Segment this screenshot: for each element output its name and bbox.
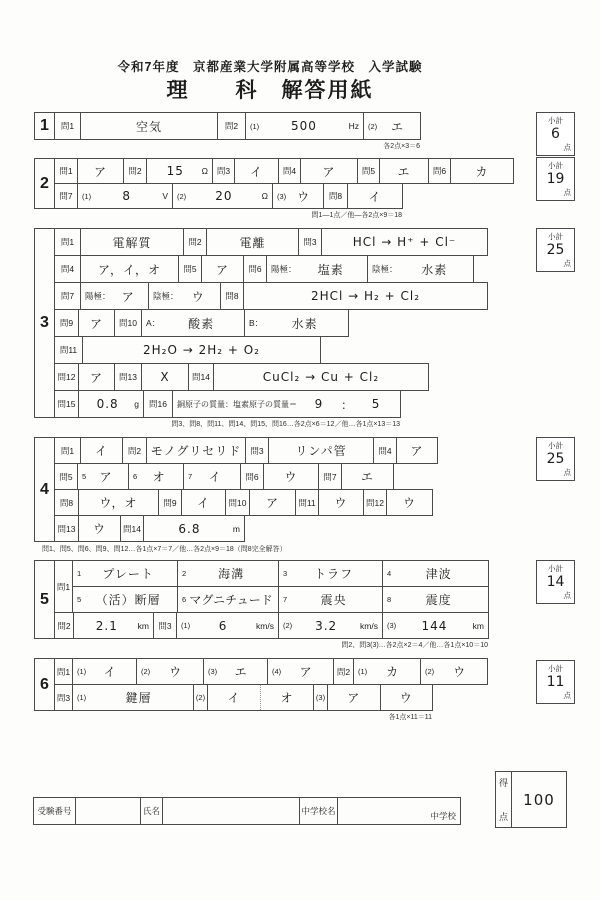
s3-q12-answer: ア [78, 363, 115, 391]
s5-q3-2-answer: 3.2 [315, 618, 338, 633]
s3-q6-anode-cell [266, 255, 368, 283]
s2-subtotal-label: 小計 [548, 161, 563, 170]
s3-subtotal-label: 小計 [548, 232, 563, 241]
s4-q10-label: 問10 [225, 489, 250, 516]
s5-subtotal-box [536, 560, 575, 604]
s4-q11-label: 問11 [295, 489, 319, 516]
s1-scoring-note: 各2点×3＝6 [383, 143, 420, 150]
examinee-number-label: 受験番号 [33, 797, 76, 825]
s3-q9-label: 問9 [54, 309, 79, 337]
s2-q7-1-cell [77, 183, 173, 209]
s5-q1-7-sublabel: 7 [283, 595, 288, 604]
school-suffix: 中学校 [430, 811, 456, 821]
s3-q7-anode-label: 陽極： [85, 291, 111, 301]
s5-q1-4-sublabel: 4 [387, 569, 392, 578]
s4-subtotal-value: 25 [546, 451, 565, 467]
sheet-title: 理 科 解答用紙 [166, 79, 374, 102]
s3-q13-label: 問13 [114, 363, 142, 391]
s1-q2-1-sublabel: (1) [250, 121, 260, 131]
s2-q4-answer: ア [300, 158, 358, 184]
s2-subtotal-point: 点 [563, 188, 571, 197]
s3-q15-label: 問15 [54, 390, 79, 418]
s4-q5-3-cell [183, 463, 241, 490]
s5-q1-8-sublabel: 8 [387, 595, 392, 604]
s4-q5-3-answer: イ [208, 470, 222, 484]
s6-q1-1-sublabel: (1) [77, 667, 87, 676]
s3-q11-label: 問11 [54, 336, 83, 364]
s6-q1-1-cell [72, 658, 137, 685]
s3-q16-label: 問16 [143, 390, 173, 418]
s4-q4-answer: ア [396, 437, 438, 464]
s2-q7-1-unit: V [162, 191, 168, 201]
s5-q1-6-answer: マグニチュード [189, 593, 273, 607]
s6-q1-2-sublabel: (2) [141, 667, 151, 676]
s3-q5-answer: ア [201, 255, 244, 283]
s2-q7-2-unit: Ω [261, 191, 268, 201]
s2-q8-label: 問8 [323, 183, 348, 209]
s4-q2-answer: モノグリセリド [146, 437, 246, 464]
s6-subtotal-box [536, 660, 575, 704]
total-score-value: 100 [523, 790, 555, 809]
s5-q3-3-cell [382, 612, 489, 639]
s5-q1-6-sublabel: 6 [182, 595, 187, 604]
s4-q14-unit: m [232, 523, 240, 534]
s3-q1-answer: 電解質 [80, 228, 184, 256]
s6-q3-3-answer-b: ウ [399, 691, 413, 705]
s4-q1-label: 問1 [54, 437, 81, 464]
s5-q3-2-unit: km/s [360, 620, 378, 631]
s4-q13-label: 問13 [54, 515, 79, 542]
s6-q1-2-cell [136, 658, 204, 685]
s6-q1-4-sublabel: (4) [272, 667, 282, 676]
s6-q3-3-answer-a: ア [347, 691, 361, 705]
s1-q1-label: 問1 [54, 112, 81, 140]
s6-q2-label: 問2 [333, 658, 354, 685]
s1-q1-answer: 空気 [80, 112, 218, 140]
s6-q2-2-answer: ウ [453, 665, 467, 679]
s2-q2-unit: Ω [201, 166, 208, 176]
s5-q2-cell [73, 612, 154, 639]
s3-q10-label: 問10 [114, 309, 142, 337]
s3-q7-cathode-cell [148, 282, 221, 310]
s4-q5-3-sublabel: 7 [188, 472, 193, 481]
s2-q3-label: 問3 [212, 158, 235, 184]
s6-q1-3-sublabel: (3) [208, 667, 218, 676]
s3-q7-anode-cell [80, 282, 149, 310]
s3-q10-b-cell [244, 309, 349, 337]
s3-q2-answer: 電離 [206, 228, 299, 256]
s3-q6-cathode-label: 陰極： [372, 264, 398, 274]
s5-q1-1-answer: プレート [102, 567, 154, 581]
s5-q3-label: 問3 [153, 612, 177, 639]
school-name-label: 中学校名 [299, 797, 338, 825]
s3-q8-label: 問8 [220, 282, 244, 310]
s2-q7-1-sublabel: (1) [82, 191, 92, 201]
s2-q2-cell [146, 158, 213, 184]
s5-q1-2-answer: 海溝 [218, 567, 245, 581]
s3-q16-colon: ： [341, 397, 355, 412]
s5-q3-1-cell [176, 612, 279, 639]
s4-q12-label: 問12 [363, 489, 387, 516]
s4-q10-answer: ア [249, 489, 296, 516]
s4-q11-answer: ウ [318, 489, 364, 516]
s6-q2-2-sublabel: (2) [425, 667, 435, 676]
s3-q3-label: 問3 [298, 228, 322, 256]
name-label: 氏名 [140, 797, 163, 825]
s6-q3-3-sublabel: (3) [313, 684, 328, 711]
s5-q3-2-sublabel: (2) [283, 621, 293, 630]
s2-q7-3-cell [272, 183, 324, 209]
s4-q2-label: 問2 [122, 437, 147, 464]
s2-q7-2-answer: 20 [215, 189, 233, 203]
s3-q13-answer: X [141, 363, 189, 391]
s3-subtotal-value: 25 [546, 242, 565, 258]
s2-q2-answer: 15 [166, 164, 184, 178]
s3-q3-answer: HCl → H⁺ + Cl⁻ [321, 228, 488, 256]
s1-q2-1-answer: 500 [290, 119, 317, 133]
s4-q13-answer: ウ [78, 515, 121, 542]
s3-q16-answer-a: 9 [314, 397, 324, 411]
s6-q2-1-sublabel: (1) [358, 667, 368, 676]
section2-number: 2 [34, 158, 55, 209]
s3-q10-a-cell [141, 309, 245, 337]
s4-q6-answer: ウ [263, 463, 319, 490]
s4-q5-label: 問5 [54, 463, 78, 490]
s3-q1-label: 問1 [54, 228, 81, 256]
s5-q2-unit: km [137, 620, 149, 631]
s3-q8-answer: 2HCl → H₂ + Cl₂ [243, 282, 488, 310]
s3-q15-unit: g [134, 399, 139, 409]
s2-q7-3-answer: ウ [297, 189, 311, 204]
s3-q7-cathode-label: 陰極： [153, 291, 179, 301]
s6-q3-2-cell [207, 684, 314, 711]
s2-q7-3-sublabel: (3) [277, 191, 287, 201]
s5-scoring-note: 問2、問3(3)…各2点×2＝4／他…各1点×10＝10 [341, 642, 488, 649]
s3-q5-label: 問5 [178, 255, 202, 283]
s4-q3-label: 問3 [245, 437, 269, 464]
s5-q1-1-sublabel: 1 [77, 569, 82, 578]
s3-subtotal-box [536, 228, 575, 272]
s3-q16-text: 銅原子の質量：塩素原子の質量＝ [177, 399, 297, 409]
s4-q5-2-cell [128, 463, 184, 490]
s4-q5-1-sublabel: 5 [82, 472, 87, 481]
s5-subtotal-label: 小計 [548, 564, 563, 573]
s5-q2-label: 問2 [54, 612, 74, 639]
s3-q12-label: 問12 [54, 363, 79, 391]
school-name-field [337, 797, 461, 825]
s5-q1-8-answer: 震度 [425, 593, 452, 607]
s6-q1-3-cell [203, 658, 268, 685]
s1-q2-2-answer: エ [391, 119, 405, 134]
s5-q3-1-answer: 6 [218, 618, 228, 633]
s5-q1-1-cell [72, 560, 178, 587]
s5-q3-1-unit: km/s [256, 620, 274, 631]
s3-q4-answer: ア，イ，オ [80, 255, 179, 283]
s2-q7-1-answer: 8 [122, 189, 132, 203]
exam-title: 令和7年度 京都産業大学附属高等学校 入学試験 [117, 60, 423, 74]
s5-q1-7-answer: 震央 [320, 593, 347, 607]
s4-q7-answer: エ [341, 463, 394, 490]
s3-q2-label: 問2 [183, 228, 207, 256]
s2-q6-label: 問6 [428, 158, 451, 184]
s5-q1-4-cell [382, 560, 489, 587]
s6-q3-1-answer: 鍵層 [125, 691, 152, 705]
score-label-top: 得 [498, 778, 508, 788]
s3-q16-cell [172, 390, 401, 418]
section5-number: 5 [34, 560, 55, 639]
s3-q15-cell [78, 390, 144, 418]
s6-q2-1-answer: カ [386, 665, 400, 679]
s2-q7-2-sublabel: (2) [177, 191, 187, 201]
s2-subtotal-value: 19 [546, 171, 565, 187]
s3-q11-answer: 2H₂O → 2H₂ + O₂ [82, 336, 321, 364]
s6-scoring-note: 各1点×11＝11 [388, 714, 432, 721]
s3-q15-answer: 0.8 [96, 397, 119, 411]
s4-q9-answer: イ [181, 489, 226, 516]
name-field [162, 797, 300, 825]
s6-q3-1-sublabel: (1) [77, 693, 87, 702]
s2-q1-answer: ア [77, 158, 124, 184]
s4-q14-cell [143, 515, 245, 542]
s5-q1-label: 問1 [54, 560, 73, 613]
s5-q1-3-sublabel: 3 [283, 569, 288, 578]
s4-scoring-note: 問1、問5、問6、問9、問12…各1点×7＝7／他…各2点×9＝18（問8完全解答） [42, 546, 287, 553]
s6-q3-2-sublabel: (2) [193, 684, 208, 711]
s6-q1-4-answer: ア [299, 665, 313, 679]
s5-q3-3-unit: km [472, 620, 484, 631]
s4-q14-answer: 6.8 [178, 521, 201, 536]
s5-q1-3-cell [278, 560, 383, 587]
s6-q1-3-answer: エ [234, 665, 248, 679]
s5-q1-5-cell [72, 586, 178, 613]
s3-scoring-note: 問3、問8、問11、問14、問15、問16…各2点×6＝12／他…各1点×13＝13 [171, 421, 400, 428]
s4-q12-answer: ウ [386, 489, 433, 516]
s1-q2-2-sublabel: (2) [368, 121, 378, 131]
s4-subtotal-label: 小計 [548, 441, 563, 450]
examinee-number-field [75, 797, 141, 825]
s4-q5-2-answer: オ [152, 470, 166, 484]
s1-subtotal-label: 小計 [548, 116, 563, 125]
s5-subtotal-value: 14 [546, 574, 565, 590]
s4-q8-label: 問8 [54, 489, 79, 516]
s5-q1-5-sublabel: 5 [77, 595, 82, 604]
s1-subtotal-box [536, 112, 575, 156]
s6-subtotal-label: 小計 [548, 664, 563, 673]
s3-q10-a-label: A： [146, 318, 161, 328]
s5-subtotal-point: 点 [563, 591, 571, 600]
s6-q3-2-answer-b: オ [280, 691, 294, 705]
s2-q5-label: 問5 [357, 158, 380, 184]
s3-q7-label: 問7 [54, 282, 81, 310]
s4-q8-answer: ウ，オ [78, 489, 159, 516]
s2-q6-answer: カ [450, 158, 514, 184]
s3-q14-label: 問14 [188, 363, 214, 391]
section3-number: 3 [34, 228, 55, 418]
s2-subtotal-box [536, 157, 575, 201]
s3-q6-anode-answer: 塩素 [317, 262, 344, 277]
score-label-bottom: 点 [498, 812, 508, 822]
s2-scoring-note: 問1―1点／他―各2点×9＝18 [311, 212, 402, 219]
s1-subtotal-point: 点 [563, 143, 571, 152]
s6-q3-2-answer-a: イ [227, 691, 241, 705]
s3-q9-answer: ア [78, 309, 115, 337]
s6-q1-label: 問1 [54, 658, 73, 685]
s4-q5-2-sublabel: 6 [133, 472, 138, 481]
s3-q6-label: 問6 [243, 255, 267, 283]
s1-q2-1-cell [245, 112, 364, 140]
s6-q3-label: 問3 [54, 684, 73, 711]
s4-subtotal-box [536, 437, 575, 481]
s5-q1-5-answer: （活）断層 [95, 593, 161, 607]
s6-subtotal-value: 11 [546, 674, 565, 690]
s5-q3-2-cell [278, 612, 383, 639]
s5-q1-2-sublabel: 2 [182, 569, 187, 578]
section6-number: 6 [34, 658, 55, 711]
s3-q6-cathode-cell [367, 255, 474, 283]
s3-q14-answer: CuCl₂ → Cu + Cl₂ [213, 363, 429, 391]
s3-q10-b-label: B： [249, 318, 264, 328]
total-score-label [496, 772, 512, 827]
s3-q16-answer-b: 5 [371, 397, 381, 411]
s2-q2-label: 問2 [123, 158, 147, 184]
s6-subtotal-point: 点 [563, 691, 571, 700]
s5-q2-answer: 2.1 [95, 618, 118, 633]
s6-q2-1-cell [353, 658, 421, 685]
s5-q1-2-cell [177, 560, 279, 587]
s5-q1-3-answer: トラフ [314, 567, 354, 581]
s4-q5-1-cell [77, 463, 129, 490]
s5-q1-8-cell [382, 586, 489, 613]
s4-q4-label: 問4 [373, 437, 397, 464]
s3-q6-cathode-answer: 水素 [421, 262, 448, 277]
s2-q4-label: 問4 [278, 158, 301, 184]
s6-q1-4-cell [267, 658, 334, 685]
s1-q2-2-cell [363, 112, 421, 140]
s6-q2-2-cell [420, 658, 488, 685]
s1-subtotal-value: 6 [551, 126, 560, 142]
s5-q3-3-sublabel: (3) [387, 621, 397, 630]
s2-q3-answer: イ [234, 158, 279, 184]
s6-q3-3-cell [327, 684, 433, 711]
s3-q7-anode-answer: ア [121, 289, 135, 304]
s2-q5-answer: エ [379, 158, 429, 184]
s2-q7-label: 問7 [54, 183, 78, 209]
s5-q3-1-sublabel: (1) [181, 621, 191, 630]
s3-q4-label: 問4 [54, 255, 81, 283]
s4-q6-label: 問6 [240, 463, 264, 490]
s4-q3-answer: リンパ管 [268, 437, 374, 464]
s1-q2-1-unit: Hz [348, 121, 359, 131]
s4-q7-label: 問7 [318, 463, 342, 490]
s3-q6-anode-label: 陽極： [271, 264, 297, 274]
s4-q14-label: 問14 [120, 515, 144, 542]
s6-q1-1-answer: イ [103, 665, 117, 679]
s2-q8-answer: イ [347, 183, 403, 209]
s3-q10-b-answer: 水素 [291, 316, 318, 331]
total-score-box [495, 771, 567, 828]
s2-q1-label: 問1 [54, 158, 78, 184]
s6-q3-1-cell [72, 684, 194, 711]
s3-subtotal-point: 点 [563, 259, 571, 268]
s5-q1-6-cell [177, 586, 279, 613]
s2-q7-2-cell [172, 183, 273, 209]
s5-q1-7-cell [278, 586, 383, 613]
s3-q7-cathode-answer: ウ [191, 289, 205, 304]
s6-q1-2-answer: ウ [169, 665, 183, 679]
s1-q2-label: 問2 [217, 112, 246, 140]
s4-q1-answer: イ [80, 437, 123, 464]
s5-q3-3-answer: 144 [421, 618, 448, 633]
s4-q9-label: 問9 [158, 489, 182, 516]
s4-q5-1-answer: ア [99, 470, 113, 484]
s4-subtotal-point: 点 [563, 468, 571, 477]
section1-number: 1 [34, 112, 55, 140]
s5-q1-4-answer: 津波 [425, 567, 452, 581]
s3-q10-a-answer: 酸素 [188, 316, 215, 331]
section4-number: 4 [34, 437, 55, 542]
